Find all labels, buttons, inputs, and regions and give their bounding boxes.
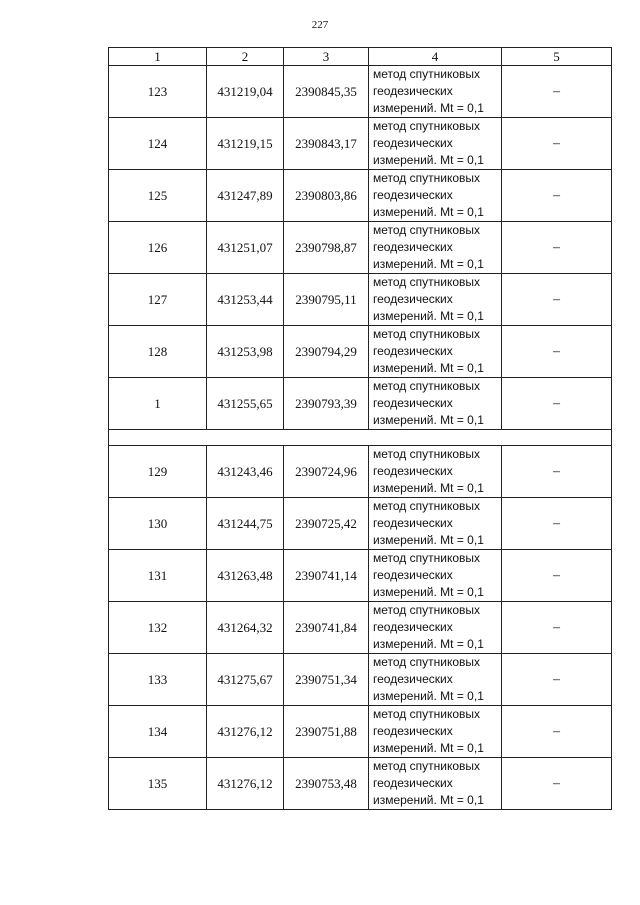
- method-description-cell: [369, 66, 502, 118]
- method-description-line: метод спутниковых: [373, 327, 481, 341]
- method-description-cell: [369, 602, 502, 654]
- point-number-cell: 135: [109, 758, 207, 810]
- point-number-cell: 128: [109, 326, 207, 378]
- table-body: [109, 66, 612, 810]
- table-row: [109, 602, 612, 654]
- method-description-line: метод спутниковых: [373, 707, 481, 721]
- method-description-cell: [369, 498, 502, 550]
- point-number-cell: 133: [109, 654, 207, 706]
- method-description-line: метод спутниковых: [373, 275, 481, 289]
- x-coordinate-cell: 431219,04: [207, 66, 284, 118]
- method-description-line: измерений. Mt = 0,1: [373, 689, 484, 703]
- column-header-3: 3: [284, 48, 369, 66]
- method-description-line: метод спутниковых: [373, 379, 481, 393]
- x-coordinate-cell: 431247,89: [207, 170, 284, 222]
- x-coordinate-cell: 431244,75: [207, 498, 284, 550]
- point-number-cell: 124: [109, 118, 207, 170]
- method-description-line: метод спутниковых: [373, 655, 481, 669]
- note-cell: –: [502, 758, 612, 810]
- x-coordinate-cell: 431253,98: [207, 326, 284, 378]
- point-number-cell: 131: [109, 550, 207, 602]
- column-header-1: 1: [109, 48, 207, 66]
- method-description-line: геодезических: [373, 776, 453, 790]
- method-description-line: измерений. Mt = 0,1: [373, 533, 484, 547]
- method-description-cell: [369, 654, 502, 706]
- method-description-line: измерений. Mt = 0,1: [373, 153, 484, 167]
- method-description-line: геодезических: [373, 724, 453, 738]
- y-coordinate-cell: 2390803,86: [284, 170, 369, 222]
- note-cell: –: [502, 274, 612, 326]
- note-cell: –: [502, 170, 612, 222]
- table-row: [109, 118, 612, 170]
- y-coordinate-cell: 2390725,42: [284, 498, 369, 550]
- x-coordinate-cell: 431264,32: [207, 602, 284, 654]
- method-description-line: измерений. Mt = 0,1: [373, 257, 484, 271]
- point-number-cell: 125: [109, 170, 207, 222]
- page-number: 227: [311, 19, 329, 31]
- separator-cell: [109, 430, 612, 446]
- method-description-line: геодезических: [373, 292, 453, 306]
- method-description-cell: [369, 118, 502, 170]
- method-description-cell: [369, 326, 502, 378]
- x-coordinate-cell: 431276,12: [207, 706, 284, 758]
- method-description-line: измерений. Mt = 0,1: [373, 361, 484, 375]
- y-coordinate-cell: 2390741,14: [284, 550, 369, 602]
- table-row: [109, 550, 612, 602]
- method-description-line: метод спутниковых: [373, 447, 481, 461]
- method-description-cell: [369, 378, 502, 430]
- method-description-line: геодезических: [373, 672, 453, 686]
- method-description-cell: [369, 274, 502, 326]
- point-number-cell: 129: [109, 446, 207, 498]
- y-coordinate-cell: 2390794,29: [284, 326, 369, 378]
- note-cell: –: [502, 498, 612, 550]
- note-cell: –: [502, 550, 612, 602]
- method-description-line: геодезических: [373, 84, 453, 98]
- column-header-2: 2: [207, 48, 284, 66]
- point-number-cell: 132: [109, 602, 207, 654]
- method-description-line: измерений. Mt = 0,1: [373, 309, 484, 323]
- note-cell: –: [502, 602, 612, 654]
- column-header-5: 5: [502, 48, 612, 66]
- method-description-line: метод спутниковых: [373, 223, 481, 237]
- note-cell: –: [502, 66, 612, 118]
- y-coordinate-cell: 2390724,96: [284, 446, 369, 498]
- point-number-cell: 130: [109, 498, 207, 550]
- method-description-line: геодезических: [373, 464, 453, 478]
- y-coordinate-cell: 2390845,35: [284, 66, 369, 118]
- method-description-cell: [369, 706, 502, 758]
- method-description-line: измерений. Mt = 0,1: [373, 481, 484, 495]
- method-description-line: геодезических: [373, 568, 453, 582]
- method-description-cell: [369, 758, 502, 810]
- x-coordinate-cell: 431275,67: [207, 654, 284, 706]
- y-coordinate-cell: 2390795,11: [284, 274, 369, 326]
- table-row: [109, 326, 612, 378]
- table-header-row: [109, 48, 612, 66]
- method-description-cell: [369, 170, 502, 222]
- note-cell: –: [502, 654, 612, 706]
- table-row: [109, 446, 612, 498]
- y-coordinate-cell: 2390751,88: [284, 706, 369, 758]
- table-row: [109, 222, 612, 274]
- y-coordinate-cell: 2390793,39: [284, 378, 369, 430]
- method-description-line: измерений. Mt = 0,1: [373, 793, 484, 807]
- method-description-cell: [369, 222, 502, 274]
- method-description-line: метод спутниковых: [373, 759, 481, 773]
- x-coordinate-cell: 431251,07: [207, 222, 284, 274]
- method-description-line: геодезических: [373, 396, 453, 410]
- point-number-cell: 126: [109, 222, 207, 274]
- method-description-line: измерений. Mt = 0,1: [373, 741, 484, 755]
- method-description-line: метод спутниковых: [373, 499, 481, 513]
- note-cell: –: [502, 706, 612, 758]
- method-description-line: геодезических: [373, 344, 453, 358]
- method-description-line: измерений. Mt = 0,1: [373, 101, 484, 115]
- method-description-line: измерений. Mt = 0,1: [373, 637, 484, 651]
- x-coordinate-cell: 431219,15: [207, 118, 284, 170]
- coordinates-table: [108, 47, 612, 810]
- method-description-line: геодезических: [373, 240, 453, 254]
- method-description-line: геодезических: [373, 136, 453, 150]
- point-number-cell: 134: [109, 706, 207, 758]
- y-coordinate-cell: 2390798,87: [284, 222, 369, 274]
- point-number-cell: 1: [109, 378, 207, 430]
- x-coordinate-cell: 431255,65: [207, 378, 284, 430]
- y-coordinate-cell: 2390741,84: [284, 602, 369, 654]
- method-description-line: геодезических: [373, 620, 453, 634]
- method-description-line: метод спутниковых: [373, 171, 481, 185]
- x-coordinate-cell: 431263,48: [207, 550, 284, 602]
- method-description-line: метод спутниковых: [373, 67, 481, 81]
- x-coordinate-cell: 431276,12: [207, 758, 284, 810]
- x-coordinate-cell: 431253,44: [207, 274, 284, 326]
- y-coordinate-cell: 2390843,17: [284, 118, 369, 170]
- method-description-cell: [369, 550, 502, 602]
- y-coordinate-cell: 2390753,48: [284, 758, 369, 810]
- table-row: [109, 170, 612, 222]
- method-description-line: метод спутниковых: [373, 119, 481, 133]
- note-cell: –: [502, 326, 612, 378]
- block-separator-row: [109, 430, 612, 446]
- method-description-line: метод спутниковых: [373, 551, 481, 565]
- point-number-cell: 123: [109, 66, 207, 118]
- point-number-cell: 127: [109, 274, 207, 326]
- method-description-line: измерений. Mt = 0,1: [373, 585, 484, 599]
- table-row: [109, 498, 612, 550]
- note-cell: –: [502, 222, 612, 274]
- method-description-line: измерений. Mt = 0,1: [373, 413, 484, 427]
- note-cell: –: [502, 446, 612, 498]
- table-row: [109, 654, 612, 706]
- table-row: [109, 274, 612, 326]
- y-coordinate-cell: 2390751,34: [284, 654, 369, 706]
- method-description-line: геодезических: [373, 516, 453, 530]
- note-cell: –: [502, 118, 612, 170]
- x-coordinate-cell: 431243,46: [207, 446, 284, 498]
- table-row: [109, 758, 612, 810]
- method-description-cell: [369, 446, 502, 498]
- column-header-4: 4: [369, 48, 502, 66]
- method-description-line: метод спутниковых: [373, 603, 481, 617]
- table-row: [109, 378, 612, 430]
- note-cell: –: [502, 378, 612, 430]
- method-description-line: геодезических: [373, 188, 453, 202]
- method-description-line: измерений. Mt = 0,1: [373, 205, 484, 219]
- table-row: [109, 706, 612, 758]
- table-row: [109, 66, 612, 118]
